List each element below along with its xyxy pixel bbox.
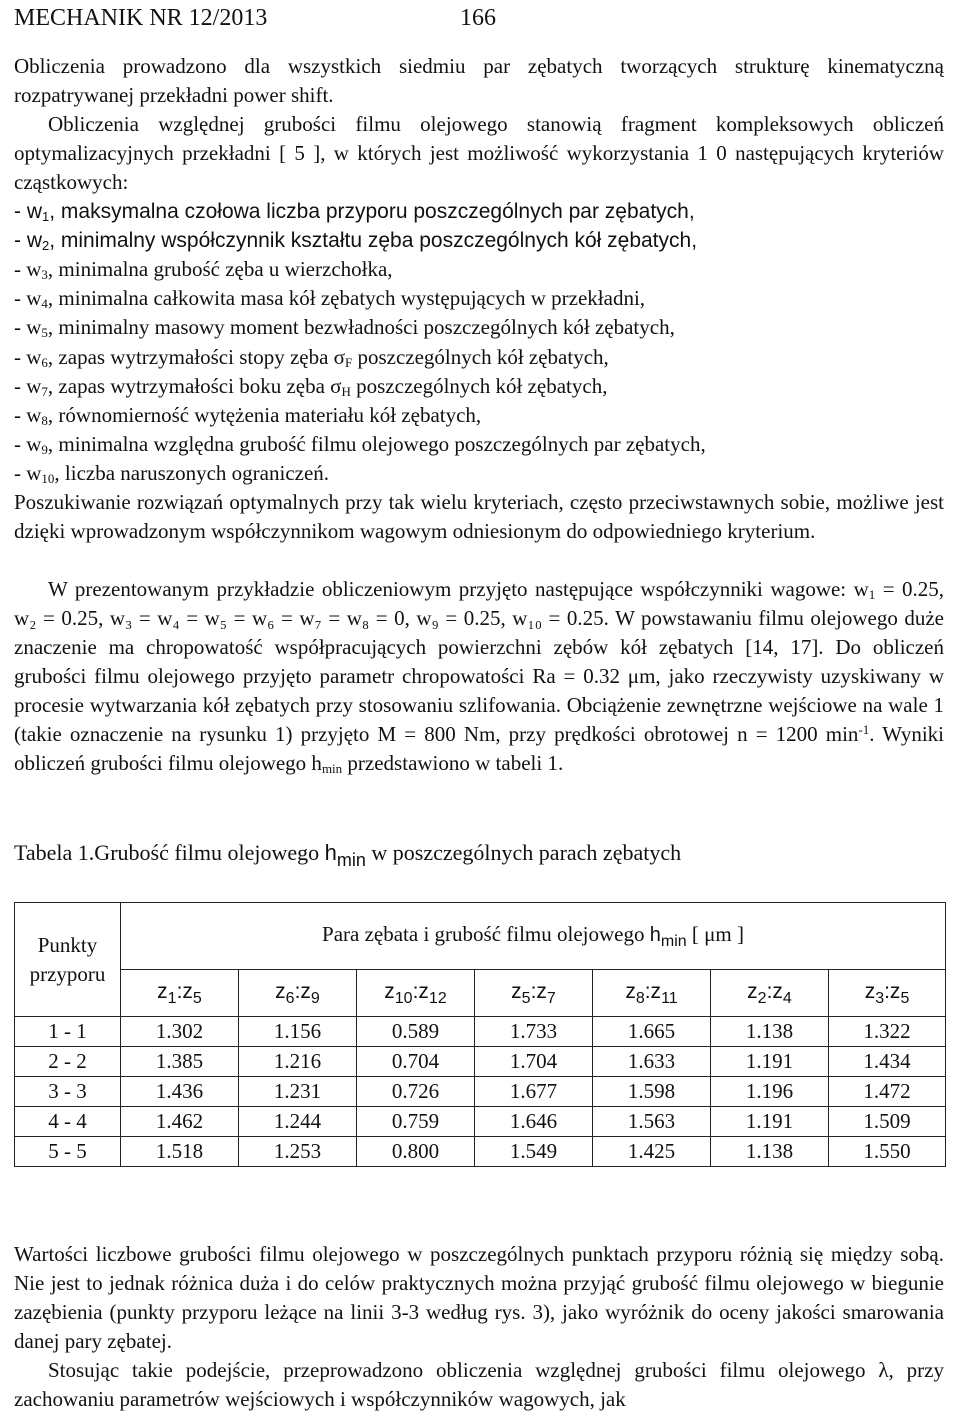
results-text: . Wyniki obliczeń grubości filmu olejowego h xyxy=(14,722,944,775)
gear-a-index: 6 xyxy=(285,989,295,1007)
thickness-cell: 1.733 xyxy=(475,1017,593,1047)
stress-subscript: H xyxy=(341,383,351,399)
thickness-cell: 1.646 xyxy=(475,1107,593,1137)
header-gear-pair xyxy=(829,970,946,1017)
journal-title: MECHANIK NR 12/2013 xyxy=(14,5,268,31)
criterion-text: , zapas wytrzymałości stopy zęba σ xyxy=(47,344,345,369)
gear-pair-label xyxy=(157,979,202,1007)
gear-pair-label xyxy=(747,979,792,1007)
thickness-cell: 1.462 xyxy=(121,1107,239,1137)
criterion-index: 8 xyxy=(41,412,48,428)
criterion-item xyxy=(14,226,697,255)
contact-point-cell: 5 - 5 xyxy=(15,1137,121,1167)
thickness-cell: 1.138 xyxy=(711,1137,829,1167)
weights-values: = 0.25, w₂ = 0.25, w₃ = w₄ = w₅ = w₆ = w₇ = w₈ = 0, w₉ = 0.25, w₁₀ = 0.25. xyxy=(14,577,945,630)
thickness-cell: 1.231 xyxy=(239,1077,357,1107)
table-row xyxy=(15,1017,946,1047)
roughness-text: W powstawaniu filmu olejowego duże znaczenie ma chropowatość współpracujących powierzchni zębów kół zębatych [14, 17]. Do obliczeń grubości filmu olejowego przyjęto parametr chropowatości Ra = 0.32 μm, jako rzeczywisty uzyskiwany w procesie wytwarzania kół zębatych przy stosowaniu szlifowania. Obciążenie zewnętrzne wejściowe na wale 1 (takie oznaczenie na rysunku 1) przyjęto M = 800 Nm, przy prędkości obrotowej n = 1200 min xyxy=(14,606,945,746)
criterion-symbol: w xyxy=(26,402,42,427)
criterion-symbol: w xyxy=(26,200,42,223)
gear-b-letter: :z xyxy=(412,979,429,1003)
gear-a-index: 8 xyxy=(635,989,645,1007)
gear-a-letter: z xyxy=(157,979,168,1003)
criterion-dash: - xyxy=(14,460,27,485)
gear-b-index: 4 xyxy=(782,989,792,1007)
criterion-symbol: w xyxy=(26,344,42,369)
thickness-cell: 1.563 xyxy=(593,1107,711,1137)
gear-pair-label xyxy=(625,979,678,1007)
thickness-cell: 1.191 xyxy=(711,1047,829,1077)
criterion-index: 5 xyxy=(41,325,48,341)
thickness-cell: 1.549 xyxy=(475,1137,593,1167)
thickness-cell: 1.509 xyxy=(829,1107,946,1137)
paragraph-intro: Obliczenia prowadzono dla wszystkich siedmiu par zębatych tworzących strukturę kinematyczną rozpatrywanej przekładni power shift. xyxy=(14,54,944,107)
gear-b-letter: :z xyxy=(176,979,193,1003)
header-h-letter: h xyxy=(649,923,661,946)
criterion-item xyxy=(14,255,393,284)
gear-a-index: 5 xyxy=(521,989,531,1007)
criterion-text-tail: poszczególnych kół zębatych, xyxy=(352,344,609,369)
gear-pair-label xyxy=(864,979,910,1007)
table-caption xyxy=(14,838,681,875)
gear-b-index: 5 xyxy=(192,989,202,1007)
criterion-text: , zapas wytrzymałości boku zęba σ xyxy=(47,373,342,398)
criterion-dash: - xyxy=(14,315,27,340)
gear-a-letter: z xyxy=(275,979,286,1003)
criterion-index: 10 xyxy=(41,470,55,486)
criterion-item xyxy=(14,401,481,430)
criterion-symbol: w xyxy=(26,286,42,311)
criterion-text: , minimalna całkowita masa kół zębatych występujących w przekładni, xyxy=(47,286,646,311)
hmin-subscript: min xyxy=(321,761,343,776)
thickness-cell: 1.518 xyxy=(121,1137,239,1167)
gear-b-index: 9 xyxy=(310,989,320,1007)
criterion-index: 9 xyxy=(41,441,48,457)
criterion-item xyxy=(14,372,607,401)
paragraph-weights xyxy=(14,575,944,778)
gear-b-index: 5 xyxy=(900,989,910,1007)
gear-a-letter: z xyxy=(864,979,876,1003)
gear-b-letter: :z xyxy=(530,979,547,1003)
table-row xyxy=(15,1077,946,1107)
gear-a-letter: z xyxy=(384,979,395,1003)
header-group-text: Para zębata i grubość filmu olejowego xyxy=(322,921,650,946)
thickness-cell: 1.138 xyxy=(711,1017,829,1047)
header-gear-pair xyxy=(239,970,357,1017)
criterion-symbol: w xyxy=(26,431,42,456)
header-gear-pairs-row xyxy=(15,970,946,1017)
rpm-exponent: -1 xyxy=(858,722,870,737)
thickness-cell: 0.800 xyxy=(357,1137,475,1167)
header-gear-pair xyxy=(121,970,239,1017)
gear-b-index: 12 xyxy=(428,989,447,1007)
header-gear-pair-group xyxy=(121,903,946,970)
criterion-dash: - xyxy=(14,229,27,253)
criterion-text: , minimalny współczynnik kształtu zęba poszczególnych kół zębatych, xyxy=(49,229,698,253)
criterion-symbol: w xyxy=(26,373,42,398)
thickness-cell: 0.589 xyxy=(357,1017,475,1047)
caption-suffix: w poszczególnych parach zębatych xyxy=(365,840,682,865)
gear-b-index: 11 xyxy=(661,989,678,1007)
paragraph-criteria-intro xyxy=(14,110,944,197)
criterion-dash: - xyxy=(14,257,27,282)
criterion-index: 1 xyxy=(42,209,50,224)
thickness-cell: 1.677 xyxy=(475,1077,593,1107)
criterion-item xyxy=(14,430,706,459)
criterion-symbol: w xyxy=(26,315,42,340)
gear-a-index: 3 xyxy=(875,989,885,1007)
thickness-cell: 1.253 xyxy=(239,1137,357,1167)
table-row xyxy=(15,1107,946,1137)
header-group-unit: [ μm ] xyxy=(686,921,744,946)
thickness-cell: 1.598 xyxy=(593,1077,711,1107)
criterion-index: 7 xyxy=(41,383,48,399)
criterion-dash: - xyxy=(14,373,27,398)
thickness-cell: 1.156 xyxy=(239,1017,357,1047)
thickness-cell: 1.633 xyxy=(593,1047,711,1077)
caption-prefix: Tabela 1.Grubość filmu olejowego xyxy=(14,840,325,865)
contact-point-cell: 2 - 2 xyxy=(15,1047,121,1077)
criterion-index: 6 xyxy=(41,354,48,370)
table-row xyxy=(15,1137,946,1167)
header-gear-pair xyxy=(357,970,475,1017)
criterion-index: 4 xyxy=(41,296,48,312)
paragraph-criteria-intro-text: Obliczenia względnej grubości filmu olejowego stanowią fragment kompleksowych obliczeń optymalizacyjnych przekładni [ 5 ], w których jest możliwość wykorzystania 1 0 następujących kryteriów cząstkowych: xyxy=(14,112,944,194)
thickness-cell: 1.191 xyxy=(711,1107,829,1137)
thickness-cell: 1.704 xyxy=(475,1047,593,1077)
criterion-text: , liczba naruszonych ograniczeń. xyxy=(54,460,330,485)
film-thickness-table xyxy=(14,902,946,1167)
paragraph-optimization: Poszukiwanie rozwiązań optymalnych przy tak wielu kryteriach, często przeciwstawnych sobie, możliwe jest dzięki wprowadzonym współczynnikom wagowym odniesionym do odpowiedniego kryterium. xyxy=(14,490,944,543)
thickness-cell: 1.472 xyxy=(829,1077,946,1107)
thickness-cell: 1.550 xyxy=(829,1137,946,1167)
criterion-item xyxy=(14,197,695,226)
criterion-symbol: w xyxy=(26,460,42,485)
paragraph-approach: Stosując takie podejście, przeprowadzono obliczenia względnej grubości filmu olejowego λ, przy zachowaniu parametrów wejściowych i współczynników wagowych, jak xyxy=(14,1358,944,1411)
gear-b-index: 7 xyxy=(546,989,556,1007)
thickness-cell: 0.704 xyxy=(357,1047,475,1077)
criterion-text: , minimalny masowy moment bezwładności poszczególnych kół zębatych, xyxy=(47,315,675,340)
gear-a-letter: z xyxy=(511,979,522,1003)
gear-pair-label xyxy=(384,979,447,1007)
criterion-symbol: w xyxy=(26,229,42,253)
paragraph-discussion: Wartości liczbowe grubości filmu olejowego w poszczególnych punktach przyporu różnią się między sobą. Nie jest to jednak różnica duża i do celów praktycznych można przyjąć grubość filmu olejowego w biegunie zazębienia (punkty przyporu leżące na linii 3-3 według rys. 3), jako wyróżnik do oceny jakości smarowania danej pary zębatej. xyxy=(14,1242,944,1353)
header-h-sub: min xyxy=(660,932,687,950)
criterion-item xyxy=(14,343,609,372)
criterion-text: , minimalna grubość zęba u wierzchołka, xyxy=(47,257,393,282)
thickness-cell: 1.385 xyxy=(121,1047,239,1077)
gear-b-letter: :z xyxy=(884,979,901,1003)
thickness-cell: 1.196 xyxy=(711,1077,829,1107)
page-header xyxy=(14,4,496,32)
criterion-text: , minimalna względna grubość filmu olejowego poszczególnych par zębatych, xyxy=(47,431,706,456)
header-group-h xyxy=(649,923,687,950)
criterion-dash: - xyxy=(14,431,27,456)
gear-a-index: 1 xyxy=(167,989,177,1007)
thickness-cell: 1.436 xyxy=(121,1077,239,1107)
thickness-cell: 1.302 xyxy=(121,1017,239,1047)
criterion-text: , równomierność wytężenia materiału kół zębatych, xyxy=(47,402,482,427)
criterion-dash: - xyxy=(14,200,27,223)
gear-a-index: 2 xyxy=(757,989,767,1007)
table-row xyxy=(15,1047,946,1077)
criterion-dash: - xyxy=(14,286,27,311)
table-body xyxy=(15,1017,946,1167)
thickness-cell: 1.434 xyxy=(829,1047,946,1077)
weights-text-a: W prezentowanym przykładzie obliczeniowym przyjęto następujące współczynniki wagowe: w xyxy=(48,577,869,601)
criterion-text: , maksymalna czołowa liczba przyporu poszczególnych par zębatych, xyxy=(49,200,695,223)
thickness-cell: 1.665 xyxy=(593,1017,711,1047)
stress-subscript: F xyxy=(344,354,353,370)
header-contact-points: Punkty przyporu xyxy=(15,903,121,1017)
thickness-cell: 1.322 xyxy=(829,1017,946,1047)
header-gear-pair xyxy=(593,970,711,1017)
criterion-item xyxy=(14,313,675,342)
header-gear-pair xyxy=(475,970,593,1017)
thickness-cell: 0.726 xyxy=(357,1077,475,1107)
criterion-symbol: w xyxy=(26,257,42,282)
criterion-item xyxy=(14,459,329,488)
criterion-index: 2 xyxy=(42,238,50,254)
caption-hsub: min xyxy=(336,850,366,870)
gear-a-letter: z xyxy=(747,979,758,1003)
criterion-dash: - xyxy=(14,402,27,427)
results-text-tail: przedstawiono w tabeli 1. xyxy=(342,751,564,775)
criterion-index: 3 xyxy=(41,267,48,283)
contact-point-cell: 3 - 3 xyxy=(15,1077,121,1107)
thickness-cell: 1.216 xyxy=(239,1047,357,1077)
weights-w1-index: 1 xyxy=(868,587,876,602)
contact-point-cell: 4 - 4 xyxy=(15,1107,121,1137)
page-number: 166 xyxy=(460,5,496,31)
thickness-cell: 0.759 xyxy=(357,1107,475,1137)
gear-b-letter: :z xyxy=(644,979,662,1003)
gear-b-letter: :z xyxy=(294,979,311,1003)
gear-pair-label xyxy=(275,979,320,1007)
contact-point-cell: 1 - 1 xyxy=(15,1017,121,1047)
header-gear-pair xyxy=(711,970,829,1017)
criterion-item xyxy=(14,284,645,313)
gear-b-letter: :z xyxy=(766,979,783,1003)
gear-pair-label xyxy=(511,979,556,1007)
criterion-dash: - xyxy=(14,344,27,369)
thickness-cell: 1.425 xyxy=(593,1137,711,1167)
caption-h: h xyxy=(324,840,337,865)
gear-a-index: 10 xyxy=(394,989,413,1007)
criterion-text-tail: poszczególnych kół zębatych, xyxy=(350,373,608,398)
thickness-cell: 1.244 xyxy=(239,1107,357,1137)
gear-a-letter: z xyxy=(625,979,636,1003)
